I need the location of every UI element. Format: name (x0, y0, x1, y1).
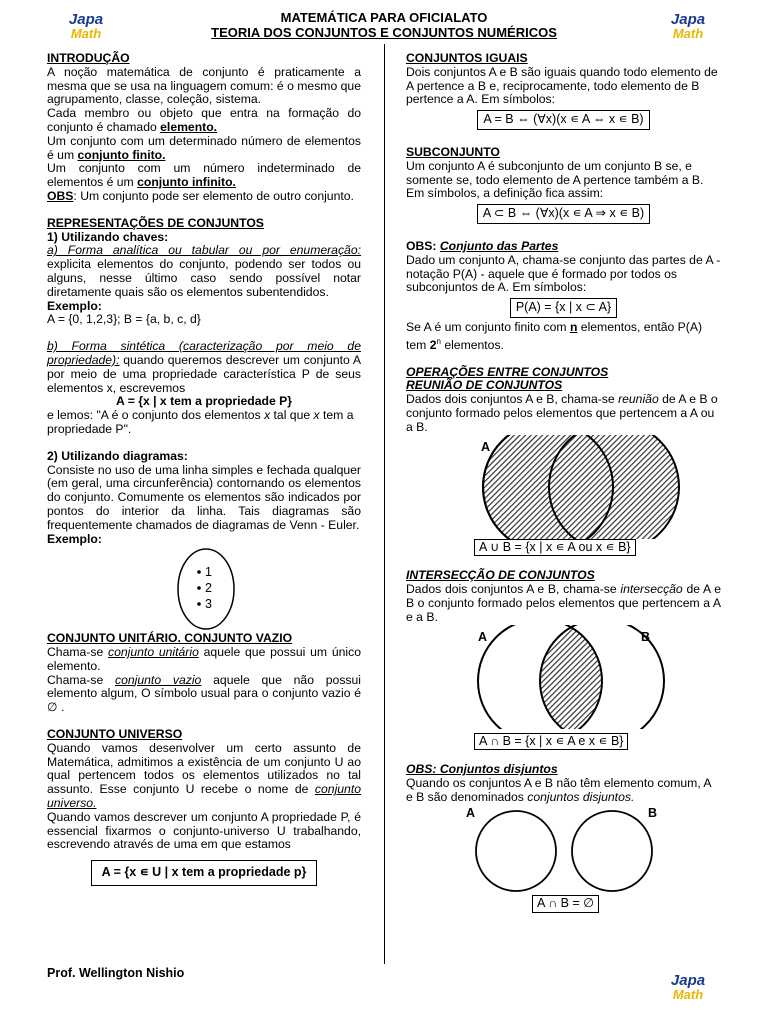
text: e lemos: "A é o conjunto dos elementos (47, 408, 265, 423)
rep-b-label: b) Forma sintética (caracterização por meio de propriedade): (47, 339, 361, 367)
set-a-circle (476, 811, 556, 891)
partes-formula: P(A) = {x | x ⊂ A} (510, 298, 617, 318)
sub-formula: A ⊂ B ⇔ (∀x)(x ∊ A ⇒ x ∊ B) (477, 204, 650, 224)
disj-text (406, 777, 721, 805)
point (197, 586, 201, 590)
term: intersecção (620, 582, 683, 597)
rep-a-label: a) Forma analítica ou tabular ou por enumeração: (47, 243, 361, 258)
logo-line1: Japa (670, 11, 706, 28)
partes-text: Dado um conjunto A, chama-se conjunto das partes de A - notação P(A) - aquele que é formado por todos os subconjuntos de A. Em símbolos: (406, 252, 721, 295)
example-label-2: Exemplo: (47, 531, 102, 546)
set-b-circle (572, 811, 652, 891)
partes-title: Conjunto das Partes (439, 238, 559, 253)
japamath-logo (64, 13, 108, 47)
text: quando queremos descrever um conjunto A por meio de uma propriedade característica P de seus elementos x, escrevemos (47, 352, 361, 395)
logo-line1: Japa (670, 972, 706, 989)
text: aquele que possui um único elemento. (47, 645, 362, 673)
logo-line2: Math (672, 987, 704, 1002)
label-b: B (648, 805, 658, 820)
header-subtitle: TEORIA DOS CONJUNTOS E CONJUNTOS NUMÉRICOS (211, 25, 557, 40)
text: Chama-se (47, 672, 116, 687)
intro-element (47, 107, 361, 135)
japamath-logo-right (666, 13, 710, 47)
venn-example-diagram (47, 546, 361, 632)
unit-title: CONJUNTO UNITÁRIO. CONJUNTO VAZIO (47, 631, 293, 646)
iguais-formula: A = B ⇔ (∀x)(x ∊ A ⇔ x ∊ B) (477, 110, 649, 130)
var: x (313, 408, 320, 423)
two: 2 (429, 337, 437, 352)
union-diagram (406, 435, 721, 539)
item-2: 2 (205, 581, 212, 596)
partes-heading (406, 240, 721, 254)
sub-text: Um conjunto A é subconjunto de um conjunto B se, e somente se, todo elemento de A pertence também a B. Em símbolos, a definição fica assim: (406, 158, 704, 201)
rep-a (47, 244, 361, 299)
intersection-diagram (406, 625, 721, 729)
text: de A e B o conjunto formado pelos elementos que pertencem a A ou a B. (406, 392, 718, 434)
reuniao-text (406, 393, 721, 434)
label-a: A (481, 439, 491, 454)
reuniao-formula: A ∪ B = {x | x ∊ A ou x ∊ B} (474, 539, 636, 557)
rep-b (47, 340, 361, 395)
header-title: MATEMÁTICA PARA OFICIALATO (280, 10, 488, 25)
term-finito: conjunto finito. (77, 147, 166, 162)
disjoint-diagram (406, 805, 721, 893)
text: Dados dois conjuntos A e B, chama-se (406, 582, 621, 597)
item-3: 3 (205, 597, 212, 612)
iguais-text: Dois conjuntos A e B são iguais quando todo elemento de A pertence a B e, reciprocamente, todo elemento de B pertence a A. Em símbolos: (406, 64, 718, 107)
term: conjunto vazio (115, 672, 202, 687)
term-elemento: elemento. (160, 119, 218, 134)
text: : Um conjunto pode ser elemento de outro conjunto. (73, 188, 354, 203)
logo-line2: Math (672, 26, 704, 41)
text: de A e B o conjunto formado pelos elementos que pertencem a A e a B. (406, 582, 721, 624)
text: Quando vamos desenvolver um certo assunto de Matemática, admitimos a existência de um conjunto U ao qual pertencem todos os elementos utilizados no tal assunto. Esse conjunto U recebe o nome de (47, 740, 361, 797)
text: Um conjunto com um número indeterminado de elementos é um (47, 161, 361, 190)
text: tal que (270, 408, 314, 423)
exponent: n (436, 336, 441, 346)
label-b: B (641, 629, 651, 644)
rep-1: 1) Utilizando chaves: (47, 229, 169, 244)
footer-author: Prof. Wellington Nishio (47, 966, 185, 980)
text: Chama-se (47, 645, 109, 660)
partes-p2 (406, 321, 721, 353)
label-a: A (478, 629, 488, 644)
example-label: Exemplo: (47, 298, 102, 313)
page-header (120, 10, 648, 40)
term: reunião (618, 392, 659, 407)
inter-title: INTERSECÇÃO DE CONJUNTOS (406, 568, 595, 583)
intro-paragraph: A noção matemática de conjunto é praticamente a mesma que se usa na linguagem comum: é o mesmo que agrupamento, classe, coleção, sistema. (47, 64, 361, 107)
univ-p1 (47, 742, 361, 811)
var: x (264, 408, 271, 423)
reuniao-title: REUNIÃO DE CONJUNTOS (406, 378, 563, 393)
op-title: OPERAÇÕES ENTRE CONJUNTOS (406, 364, 609, 379)
univ-p2: Quando vamos descrever um conjunto A propriedade P, é essencial fixarmos o conjunto-universo U trabalhando, escrevendo através de uma em que estamos (47, 809, 361, 852)
text: tem a propriedade P". (47, 408, 354, 436)
inter-formula: A ∩ B = {x | x ∊ A e x ∊ B} (474, 733, 628, 751)
sub-title: SUBCONJUNTO (406, 144, 500, 159)
rep-b-formula: A = {x | x tem a propriedade P} (115, 394, 293, 409)
point (197, 570, 201, 574)
obs-label: OBS (47, 188, 74, 203)
unit-p2 (47, 674, 361, 715)
text: Se A é um conjunto finito com (406, 319, 570, 334)
intro-title: INTRODUÇÃO (47, 51, 130, 65)
term: conjuntos disjuntos. (527, 789, 635, 804)
text: aquele que não possui elemento algum, O símbolo usual para o conjunto vazio é ∅ . (47, 672, 361, 715)
text: elementos. (440, 337, 504, 352)
intro-infinite (47, 162, 361, 190)
label-a: A (466, 805, 476, 820)
disj-formula: A ∩ B = ∅ (532, 895, 599, 913)
obs-note (47, 190, 361, 204)
rep-2: 2) Utilizando diagramas: (47, 448, 188, 463)
logo-line2: Math (70, 26, 102, 41)
example-text: A = {0, 1,2,3}; B = {a, b, c, d} (47, 312, 201, 327)
left-column (47, 52, 361, 886)
obs-label: OBS: (406, 238, 440, 253)
term-infinito: conjunto infinito. (137, 175, 236, 190)
term: conjunto universo. (47, 782, 361, 811)
text: explicita elementos do conjunto, podendo ser todos ou alguns, nesse último caso sendo possível notar diretamente quais são os elementos subentendidos. (47, 257, 361, 299)
text: Um conjunto com um determinado número de elementos é um (47, 133, 361, 162)
logo-line1: Japa (68, 11, 104, 28)
intro-finite (47, 135, 361, 163)
disj-title: OBS: Conjuntos disjuntos (406, 762, 558, 777)
text: Quando os conjuntos A e B não têm elemento comum, A e B são denominados (406, 776, 711, 804)
item-1: 1 (205, 565, 212, 580)
rep-2-text: Consiste no uso de uma linha simples e fechada qualquer (em geral, uma circunferência) contornando os elementos do conjunto. Comumente os elementos são indicados por pontos do interior da linha. Tais diagramas são frequentemente chamados de diagramas de Venn - Euler. (47, 462, 361, 532)
iguais-title: CONJUNTOS IGUAIS (406, 51, 528, 65)
text: Dados dois conjuntos A e B, chama-se (406, 392, 619, 407)
univ-title: CONJUNTO UNIVERSO (47, 727, 183, 742)
term: conjunto unitário (108, 645, 199, 660)
right-column (406, 52, 721, 913)
lemos (47, 409, 361, 437)
n-var: n (569, 319, 578, 334)
inter-text (406, 583, 721, 624)
unit-p1 (47, 646, 361, 674)
japamath-logo-footer (666, 974, 710, 1008)
text: Cada membro ou objeto que entra na formação do conjunto é chamado (47, 106, 361, 134)
text: elementos, então P(A) tem (406, 319, 703, 352)
column-divider (384, 44, 385, 964)
rep-title: REPRESENTAÇÕES DE CONJUNTOS (47, 215, 264, 230)
point (197, 602, 201, 606)
univ-formula: A = {x ∊ U | x tem a propriedade p} (91, 860, 318, 886)
